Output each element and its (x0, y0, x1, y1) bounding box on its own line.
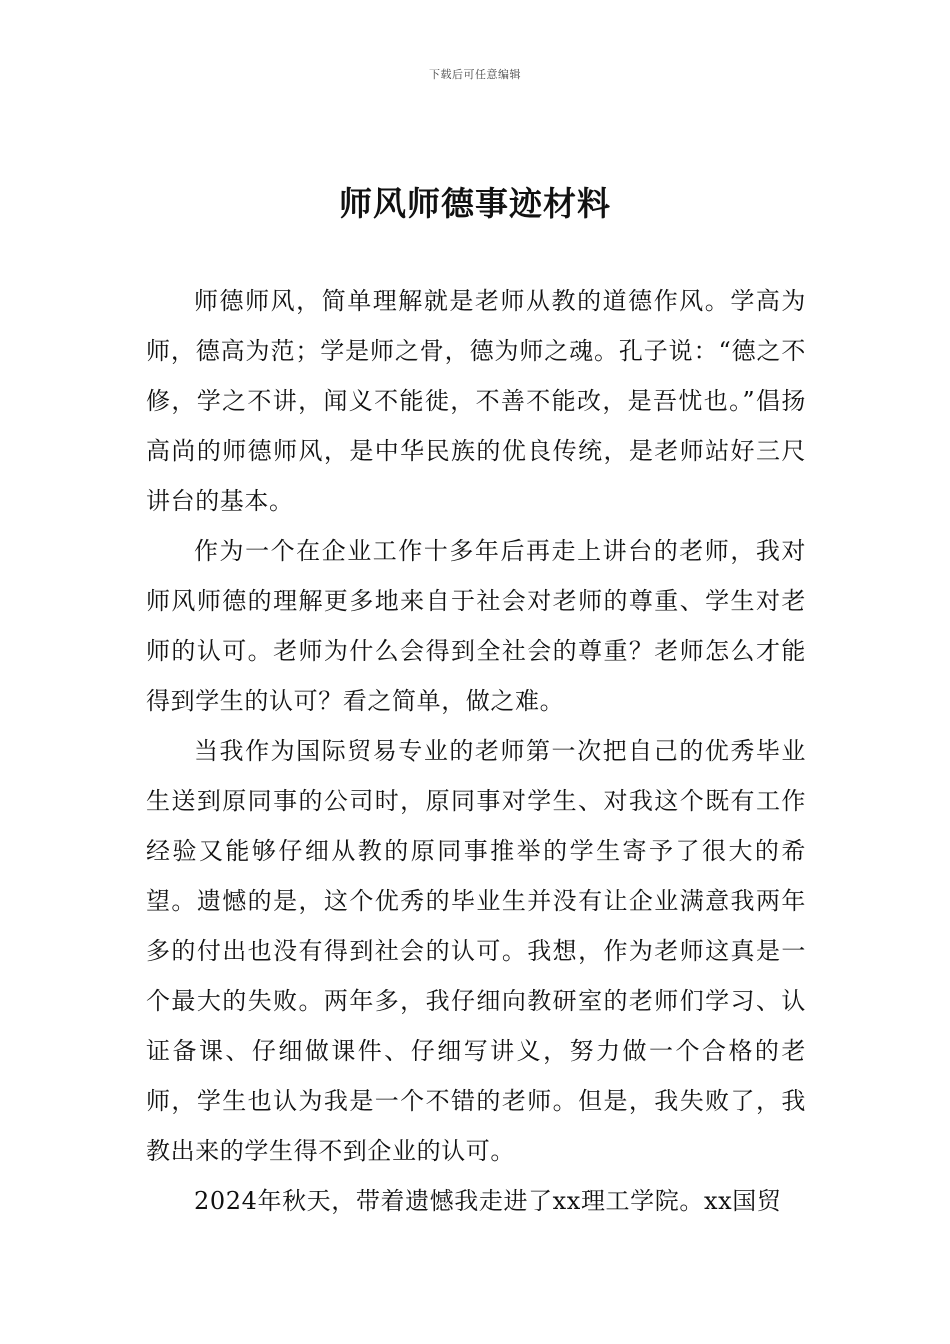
paragraph-3: 当我作为国际贸易专业的老师第一次把自己的优秀毕业生送到原同事的公司时，原同事对学生、对我这个既有工作经验又能够仔细从教的原同事推举的学生寄予了很大的希望。遗憾的是，这个优秀的毕业生并没有让企业满意我两年多的付出也没有得到社会的认可。我想，作为老师这真是一个最大的失败。两年多，我仔细向教研室的老师们学习、认证备课、仔细做课件、仔细写讲义，努力做一个合格的老师，学生也认为我是一个不错的老师。但是，我失败了，我教出来的学生得不到企业的认可。 (146, 737, 806, 1165)
paragraph-1: 师德师风，简单理解就是老师从教的道德作风。学高为师，德高为范；学是师之骨，德为师之魂。孔子说：“德之不修，学之不讲，闻义不能徙，不善不能改，是吾忧也。”倡扬高尚的师德师风，是中华民族的优良传统，是老师站好三尺讲台的基本。 (146, 287, 806, 515)
header-note: 下载后可任意编辑 (429, 68, 521, 81)
document-title: 师风师德事迹材料 (339, 184, 611, 223)
paragraph-2: 作为一个在企业工作十多年后再走上讲台的老师，我对师风师德的理解更多地来自于社会对老师的尊重、学生对老师的认可。老师为什么会得到全社会的尊重？老师怎么才能得到学生的认可？看之简单，做之难。 (146, 537, 806, 715)
document-body (146, 276, 806, 1226)
paragraph-4: 2024年秋天，带着遗憾我走进了xx理工学院。xx国贸 (194, 1187, 782, 1215)
